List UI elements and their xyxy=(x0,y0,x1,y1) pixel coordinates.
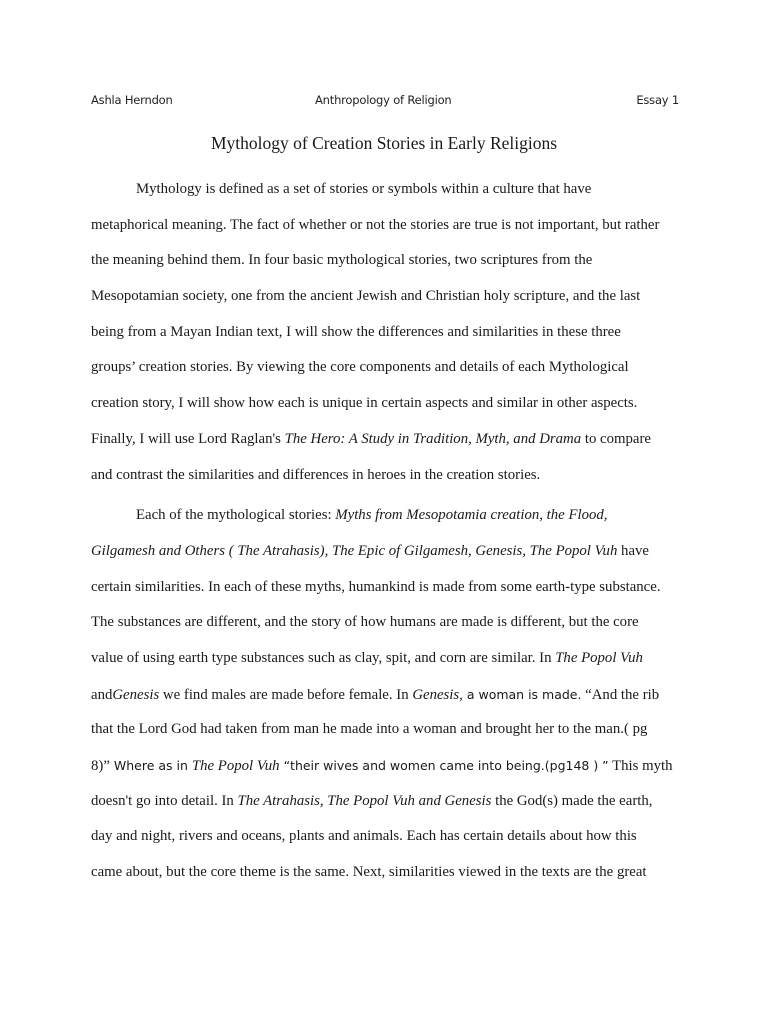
text-run: Where as in xyxy=(109,758,192,773)
header-course: Anthropology of Religion xyxy=(315,93,452,107)
text-line: Mesopotamian society, one from the ancient Jewish and Christian holy scripture, and the last xyxy=(91,288,641,305)
book-title: The Hero: A Study in Tradition, Myth, and Drama xyxy=(284,430,582,447)
text-line: certain similarities. In each of these myths, humankind is made from some earth-type substance. xyxy=(91,578,661,595)
text-run: This myth xyxy=(608,758,673,774)
text-line: and contrast the similarities and differences in heroes in the creation stories. xyxy=(91,466,541,483)
text-line: groups’ creation stories. By viewing the core components and details of each Mythological xyxy=(91,359,629,376)
essay-title: Mythology of Creation Stories in Early Religions xyxy=(210,133,558,153)
text-line: came about, but the core theme is the same. Next, similarities viewed in the texts are the great xyxy=(91,864,647,881)
text-run: have xyxy=(617,542,649,559)
text-line: metaphorical meaning. The fact of whether or not the stories are true is not important, but rather xyxy=(91,216,660,233)
text-run: we find males are made before female. In xyxy=(159,686,413,703)
text-line: being from a Mayan Indian text, I will show the differences and similarities in these three xyxy=(91,323,621,340)
header-essay-number: Essay 1 xyxy=(636,93,679,107)
quote-run: “their wives and women came into being.(pg148 ) ” xyxy=(279,758,609,773)
text-line: that the Lord God had taken from man he made into a woman and brought her to the man.( pg xyxy=(91,721,648,738)
text-run: Finally, I will use Lord Raglan's xyxy=(91,430,285,447)
page-header xyxy=(91,93,679,111)
paragraph-intro xyxy=(91,172,681,493)
book-title: The Popol Vuh xyxy=(191,758,280,774)
book-title: Genesis xyxy=(112,686,160,703)
book-title: Genesis, xyxy=(412,686,463,703)
text-run: and xyxy=(91,686,113,703)
header-author: Ashla Herndon xyxy=(91,93,173,107)
text-line xyxy=(91,498,681,534)
book-title: Myths from Mesopotamia creation, the Flood, xyxy=(335,507,608,524)
text-run: Each of the mythological stories: xyxy=(136,507,336,524)
text-run: “And the rib xyxy=(581,686,660,703)
text-run: doesn't go into detail. In xyxy=(91,792,238,809)
text-line: creation story, I will show how each is unique in certain aspects and similar in other aspects. xyxy=(91,395,638,412)
text-run: 8)” xyxy=(91,758,110,774)
text-run: a woman is made. xyxy=(462,686,582,702)
book-title: The Atrahasis, The Popol Vuh and Genesis xyxy=(237,792,492,809)
text-line: day and night, rivers and oceans, plants and animals. Each has certain details about how this xyxy=(91,828,637,845)
text-run: value of using earth type substances such as clay, spit, and corn are similar. In xyxy=(91,649,556,666)
text-run: the God(s) made the earth, xyxy=(491,792,653,809)
text-line xyxy=(91,677,681,713)
book-title: The Popol Vuh xyxy=(555,649,643,666)
text-line xyxy=(91,422,681,458)
paragraph-similarities xyxy=(91,498,681,891)
essay-body xyxy=(91,172,681,891)
text-line xyxy=(91,748,681,784)
text-line xyxy=(91,641,681,677)
text-line xyxy=(91,784,681,820)
text-line xyxy=(91,534,681,570)
text-run: to compare xyxy=(581,430,651,447)
text-line: Mythology is defined as a set of stories or symbols within a culture that have xyxy=(136,181,592,197)
book-title: Gilgamesh and Others ( The Atrahasis), The Epic of Gilgamesh, Genesis, The Popol Vuh xyxy=(91,542,618,559)
text-line: The substances are different, and the story of how humans are made is different, but the core xyxy=(91,614,639,631)
text-line: the meaning behind them. In four basic mythological stories, two scriptures from the xyxy=(91,252,593,269)
